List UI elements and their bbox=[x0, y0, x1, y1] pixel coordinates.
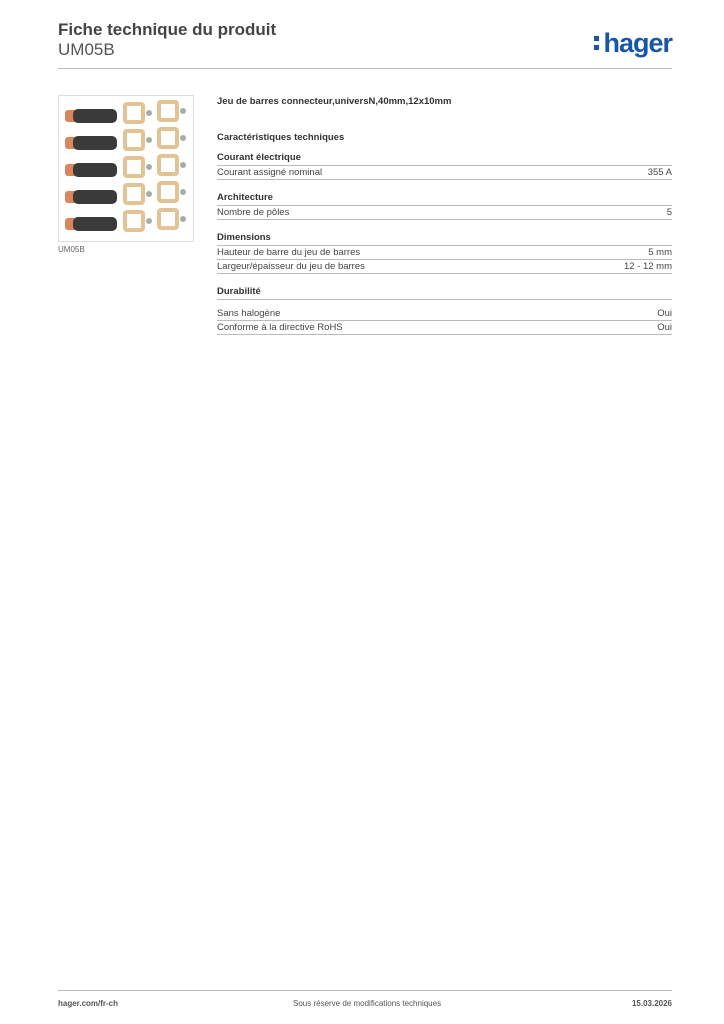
terminal-screw bbox=[180, 135, 186, 141]
spec-row bbox=[217, 260, 672, 274]
spec-value: 5 bbox=[666, 207, 672, 218]
terminal-clamp bbox=[125, 212, 143, 230]
terminal-clamp bbox=[159, 156, 177, 174]
spec-row bbox=[217, 321, 672, 335]
terminal-clamp bbox=[159, 183, 177, 201]
spec-group-durabilite bbox=[217, 286, 672, 335]
spec-label: Sans halogène bbox=[217, 308, 281, 319]
terminal-clamp bbox=[159, 129, 177, 147]
bar-insulation bbox=[73, 190, 117, 204]
spec-value: 5 mm bbox=[648, 247, 672, 258]
terminal-clamp bbox=[125, 104, 143, 122]
terminal-screw bbox=[180, 216, 186, 222]
logo-text: hager bbox=[603, 28, 672, 58]
spec-label: Hauteur de barre du jeu de barres bbox=[217, 247, 361, 258]
spec-group-title: Architecture bbox=[217, 192, 672, 206]
product-image bbox=[58, 95, 194, 242]
spec-row bbox=[217, 206, 672, 220]
spec-group-dimensions bbox=[217, 232, 672, 274]
bar-insulation bbox=[73, 136, 117, 150]
spec-group-title: Durabilité bbox=[217, 286, 672, 300]
logo-dots-icon bbox=[594, 36, 599, 54]
terminal-screw bbox=[146, 137, 152, 143]
spec-value: 355 A bbox=[647, 167, 672, 178]
product-image-caption: UM05B bbox=[58, 245, 85, 254]
terminal-screw bbox=[180, 189, 186, 195]
busbar-product-illustration bbox=[59, 96, 193, 241]
footer-website-link[interactable]: hager.com/fr-ch bbox=[58, 999, 119, 1008]
spec-row bbox=[217, 166, 672, 180]
footer-notice: Sous réserve de modifications techniques bbox=[293, 999, 442, 1008]
specifications-panel bbox=[217, 96, 672, 347]
spec-heading: Caractéristiques techniques bbox=[217, 132, 345, 143]
bar-insulation bbox=[73, 109, 117, 123]
terminal-clamp bbox=[125, 185, 143, 203]
spec-group-courant bbox=[217, 152, 672, 180]
spec-group-architecture bbox=[217, 192, 672, 220]
terminal-screw bbox=[180, 162, 186, 168]
spec-label: Conforme à la directive RoHS bbox=[217, 322, 343, 333]
hager-logo bbox=[603, 28, 672, 59]
page-title: Fiche technique du produit bbox=[58, 20, 277, 39]
terminal-screw bbox=[146, 191, 152, 197]
bar-insulation bbox=[73, 163, 117, 177]
product-description: Jeu de barres connecteur,universN,40mm,12x10mm bbox=[217, 96, 452, 107]
spec-label: Largeur/épaisseur du jeu de barres bbox=[217, 261, 365, 272]
terminal-clamp bbox=[159, 102, 177, 120]
spec-group-title: Courant électrique bbox=[217, 152, 672, 166]
spec-row bbox=[217, 246, 672, 260]
bar-insulation bbox=[73, 217, 117, 231]
terminal-screw bbox=[146, 218, 152, 224]
spec-group-title: Dimensions bbox=[217, 232, 672, 246]
terminal-clamp bbox=[125, 158, 143, 176]
spec-label: Nombre de pôles bbox=[217, 207, 290, 218]
product-code: UM05B bbox=[58, 40, 115, 59]
terminal-clamp bbox=[125, 131, 143, 149]
terminal-screw bbox=[146, 110, 152, 116]
spec-label: Courant assigné nominal bbox=[217, 167, 323, 178]
terminal-screw bbox=[180, 108, 186, 114]
spec-value: 12 - 12 mm bbox=[623, 261, 672, 272]
spec-value: Oui bbox=[657, 308, 672, 319]
terminal-clamp bbox=[159, 210, 177, 228]
spec-value: Oui bbox=[657, 322, 672, 333]
footer-date: 15.03.2026 bbox=[631, 999, 672, 1008]
terminal-screw bbox=[146, 164, 152, 170]
footer-divider bbox=[58, 990, 672, 991]
page-header bbox=[58, 20, 672, 70]
spec-row bbox=[217, 307, 672, 321]
header-divider bbox=[58, 68, 672, 69]
